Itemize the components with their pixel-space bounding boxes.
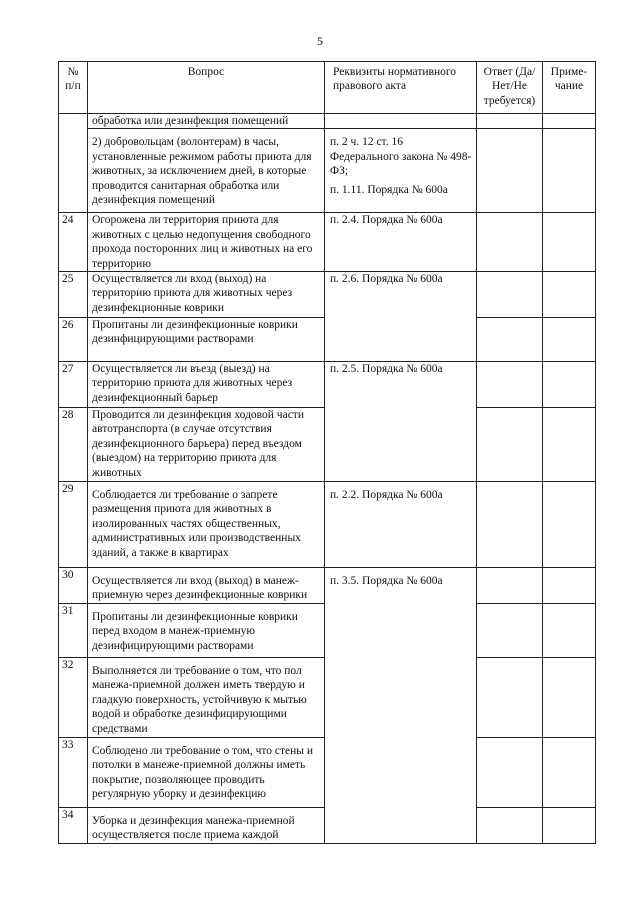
- answer-cell[interactable]: [477, 568, 543, 604]
- answer-cell[interactable]: [477, 213, 543, 272]
- answer-cell[interactable]: [477, 808, 543, 844]
- row-ref: п. 2.5. Порядка № 600а: [325, 362, 477, 482]
- table-row: [59, 568, 596, 604]
- note-cell[interactable]: [543, 362, 596, 408]
- answer-cell[interactable]: [477, 362, 543, 408]
- row-num: 30: [59, 568, 88, 604]
- row-num: 29: [59, 482, 88, 568]
- note-cell[interactable]: [543, 318, 596, 362]
- row-num: 34: [59, 808, 88, 844]
- answer-cell[interactable]: [477, 129, 543, 213]
- row-num: 32: [59, 658, 88, 738]
- row-num: 25: [59, 272, 88, 318]
- answer-cell[interactable]: [477, 604, 543, 658]
- answer-cell[interactable]: [477, 738, 543, 808]
- row-question: Уборка и дезинфекция манежа-приемной осуществляется после приема каждой: [88, 808, 325, 844]
- answer-cell[interactable]: [477, 658, 543, 738]
- row-num: [59, 114, 88, 213]
- table-row: [59, 362, 596, 408]
- row-question: Проводится ли дезинфекция ходовой части автотранспорта (в случае отсутствия дезинфекционного барьера) перед въездом (выездом) на территорию приюта для животных: [88, 408, 325, 482]
- row-ref: п. 2.6. Порядка № 600а: [325, 272, 477, 362]
- row-question: Осуществляется ли вход (выход) в манеж-приемную через дезинфекционные коврики: [88, 568, 325, 604]
- note-cell[interactable]: [543, 482, 596, 568]
- row-ref: п. 2.2. Порядка № 600а: [325, 482, 477, 568]
- note-cell[interactable]: [543, 213, 596, 272]
- row-question: Пропитаны ли дезинфекционные коврики перед входом в манеж-приемную дезинфицирующими растворами: [88, 604, 325, 658]
- note-cell[interactable]: [543, 129, 596, 213]
- row-num: 24: [59, 213, 88, 272]
- row-question: обработка или дезинфекция помещений: [88, 114, 325, 129]
- row-question: Соблюдено ли требование о том, что стены и потолки в манеже-приемной должны иметь покрытие, позволяющее проводить регулярную уборку и дезинфекцию: [88, 738, 325, 808]
- row-question: Осуществляется ли въезд (выезд) на территорию приюта для животных через дезинфекционный барьер: [88, 362, 325, 408]
- note-cell[interactable]: [543, 604, 596, 658]
- header-requisites: Реквизиты нормативного правового акта: [325, 62, 477, 114]
- row-question: Осуществляется ли вход (выход) на территорию приюта для животных через дезинфекционные коврики: [88, 272, 325, 318]
- header-question: Вопрос: [88, 62, 325, 114]
- row-num: 26: [59, 318, 88, 362]
- row-num: 27: [59, 362, 88, 408]
- table-row: [59, 129, 596, 213]
- row-ref: п. 2.4. Порядка № 600а: [325, 213, 477, 272]
- row-num: 28: [59, 408, 88, 482]
- answer-cell[interactable]: [477, 114, 543, 129]
- note-cell[interactable]: [543, 738, 596, 808]
- note-cell[interactable]: [543, 114, 596, 129]
- row-ref: п. 2 ч. 12 ст. 16 Федерального закона № 498-ФЗ; п. 1.11. Порядка № 600а: [325, 129, 477, 213]
- page-number: 5: [317, 34, 323, 48]
- answer-cell[interactable]: [477, 318, 543, 362]
- note-cell[interactable]: [543, 568, 596, 604]
- header-note: Приме-чание: [543, 62, 596, 114]
- note-cell[interactable]: [543, 272, 596, 318]
- note-cell[interactable]: [543, 808, 596, 844]
- table-row: [59, 482, 596, 568]
- note-cell[interactable]: [543, 658, 596, 738]
- row-question: Огорожена ли территория приюта для животных с целью недопущения свободного прохода посторонних лиц и животных на его территорию: [88, 213, 325, 272]
- row-ref: [325, 114, 477, 129]
- note-cell[interactable]: [543, 408, 596, 482]
- table-row: [59, 272, 596, 318]
- row-num: 31: [59, 604, 88, 658]
- table-row: [59, 213, 596, 272]
- row-question: Пропитаны ли дезинфекционные коврики дезинфицирующими растворами: [88, 318, 325, 362]
- row-question: 2) добровольцам (волонтерам) в часы, установленные режимом работы приюта для животных, за исключением дней, в которые проводится санитарная обработка или дезинфекция помещений: [88, 129, 325, 213]
- answer-cell[interactable]: [477, 272, 543, 318]
- row-question: Выполняется ли требование о том, что пол манежа-приемной должен иметь твердую и гладкую поверхность, устойчивую к мытью водой и обработке дезинфицирующими средствами: [88, 658, 325, 738]
- row-ref: п. 3.5. Порядка № 600а: [325, 568, 477, 844]
- answer-cell[interactable]: [477, 482, 543, 568]
- row-num: 33: [59, 738, 88, 808]
- header-answer: Ответ (Да/ Нет/Не требуется): [477, 62, 543, 114]
- header-num: № п/п: [59, 62, 88, 114]
- answer-cell[interactable]: [477, 408, 543, 482]
- row-question: Соблюдается ли требование о запрете размещения приюта для животных в изолированных частях общественных, административных или производственных зданий, а также в квартирах: [88, 482, 325, 568]
- checklist-table: [58, 61, 596, 844]
- table-row: [59, 114, 596, 129]
